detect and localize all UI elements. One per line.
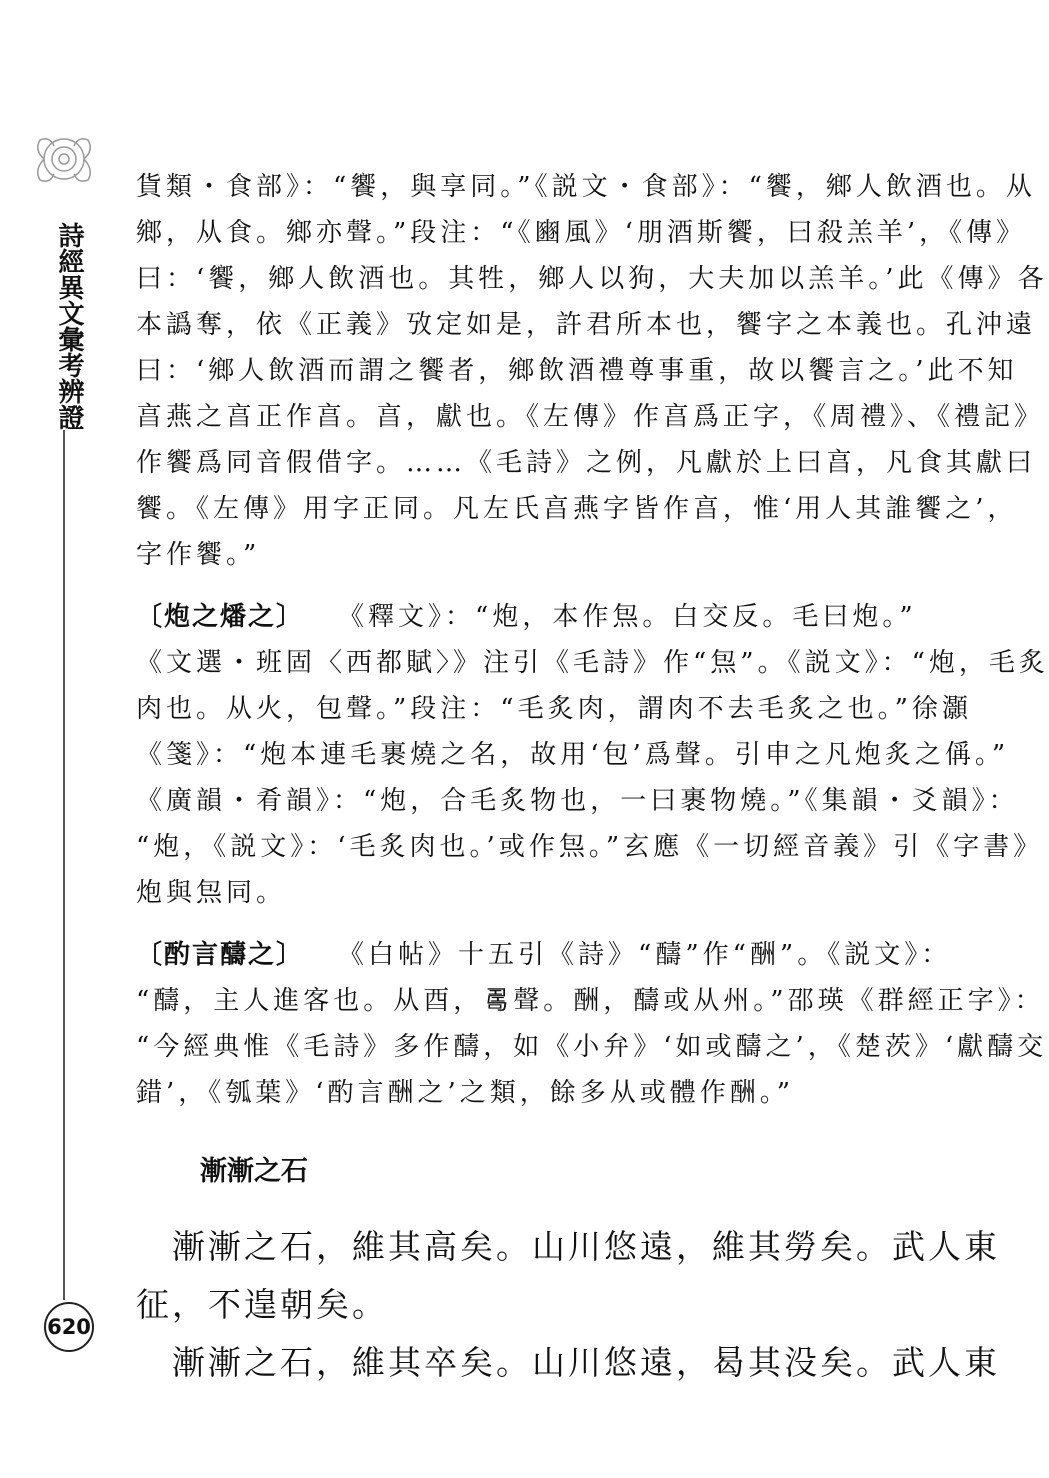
entry-headword: 〔酌言醻之〕 [136,940,292,970]
entry-pao-zhi-fan-zhi [136,594,1049,916]
text-line: 本譌奪，依《正義》攷定如是，許君所本也，饗字之本義也。孔沖遠 [136,310,1037,340]
paragraph-1 [136,164,1048,578]
text-line: 《文選・班固〈西都賦〉》注引《毛詩》作“炰”。《説文》：“炮，毛炙 [136,648,1049,678]
entry-first-line [136,594,917,640]
text-line: 作饗爲同音假借字。……《毛詩》之例，凡獻於上曰亯，凡食其獻曰 [136,448,1037,478]
text-line: “炮，《説文》：‘毛炙肉也。’或作炰。”玄應《一切經音義》引《字書》 [136,832,1044,862]
page-body [136,164,1049,1392]
page-number: 620 [44,1302,94,1352]
poem-text [136,1218,1000,1392]
section-heading: 漸漸之石 [200,1156,308,1187]
side-divider [63,430,65,1300]
poem-line: 征，不遑朝矣。 [136,1285,388,1324]
text-line: 鄉，从食。鄉亦聲。”段注：“《豳風》‘朋酒斯饗，曰殺羔羊’，《傳》 [136,218,1027,248]
entry-text: 《釋文》：“炮，本作炰。白交反。毛曰炮。” [351,602,917,632]
text-line: “醻，主人進客也。从酉，𠷎聲。酬，醻或从州。”邵瑛《群經正字》： [136,986,1045,1016]
text-line: 曰：‘饗，鄉人飲酒也。其牲，鄉人以狗，大夫加以羔羊。’此《傳》各 [136,264,1048,294]
text-line: 炮與炰同。 [136,878,287,908]
text-line: 饗。《左傳》用字正同。凡左氏亯燕字皆作亯，惟‘用人其誰饗之’， [136,494,1018,524]
text-line: “今經典惟《毛詩》多作醻，如《小弁》‘如或醻之’，《楚茨》‘獻醻交 [136,1032,1048,1062]
floral-ornament-icon [30,130,98,188]
entry-text: 《白帖》十五引《詩》“醻”作“酬”。《説文》： [351,940,952,970]
entry-first-line [136,932,952,978]
text-line: 貨類・食部》：“饗，與享同。”《説文・食部》：“饗，鄉人飲酒也。从 [136,172,1036,202]
text-line: 《廣韻・肴韻》：“炮，合毛炙物也，一曰裹物燒。”《集韻・爻韻》： [136,786,1019,816]
text-line: 肉也。从火，包聲。”段注：“毛炙肉，謂肉不去毛炙之也。”徐灝 [136,694,972,724]
poem-line: 漸漸之石，維其高矣。山川悠遠，維其勞矣。武人東 [136,1227,1000,1266]
text-line: 字作饗。” [136,540,261,570]
text-line: 錯’，《瓠葉》‘酌言酬之’之類，餘多从或體作酬。” [136,1078,795,1108]
text-line: 《箋》：“炮本連毛裹燒之名，故用‘包’爲聲。引申之凡炮炙之偁。” [136,740,1010,770]
entry-zhuo-yan-chou-zhi [136,932,1048,1116]
book-title: 詩經異文彙考辨證 [54,222,84,430]
poem-line: 漸漸之石，維其卒矣。山川悠遠，曷其没矣。武人東 [136,1343,1000,1382]
text-line: 曰：‘鄉人飲酒而謂之饗者，鄉飲酒禮尊事重，故以饗言之。’此不知 [136,356,1018,386]
text-line: 亯燕之亯正作亯。亯，獻也。《左傳》作亯爲正字，《周禮》、《禮記》 [136,402,1045,432]
entry-headword: 〔炮之燔之〕 [136,602,292,632]
